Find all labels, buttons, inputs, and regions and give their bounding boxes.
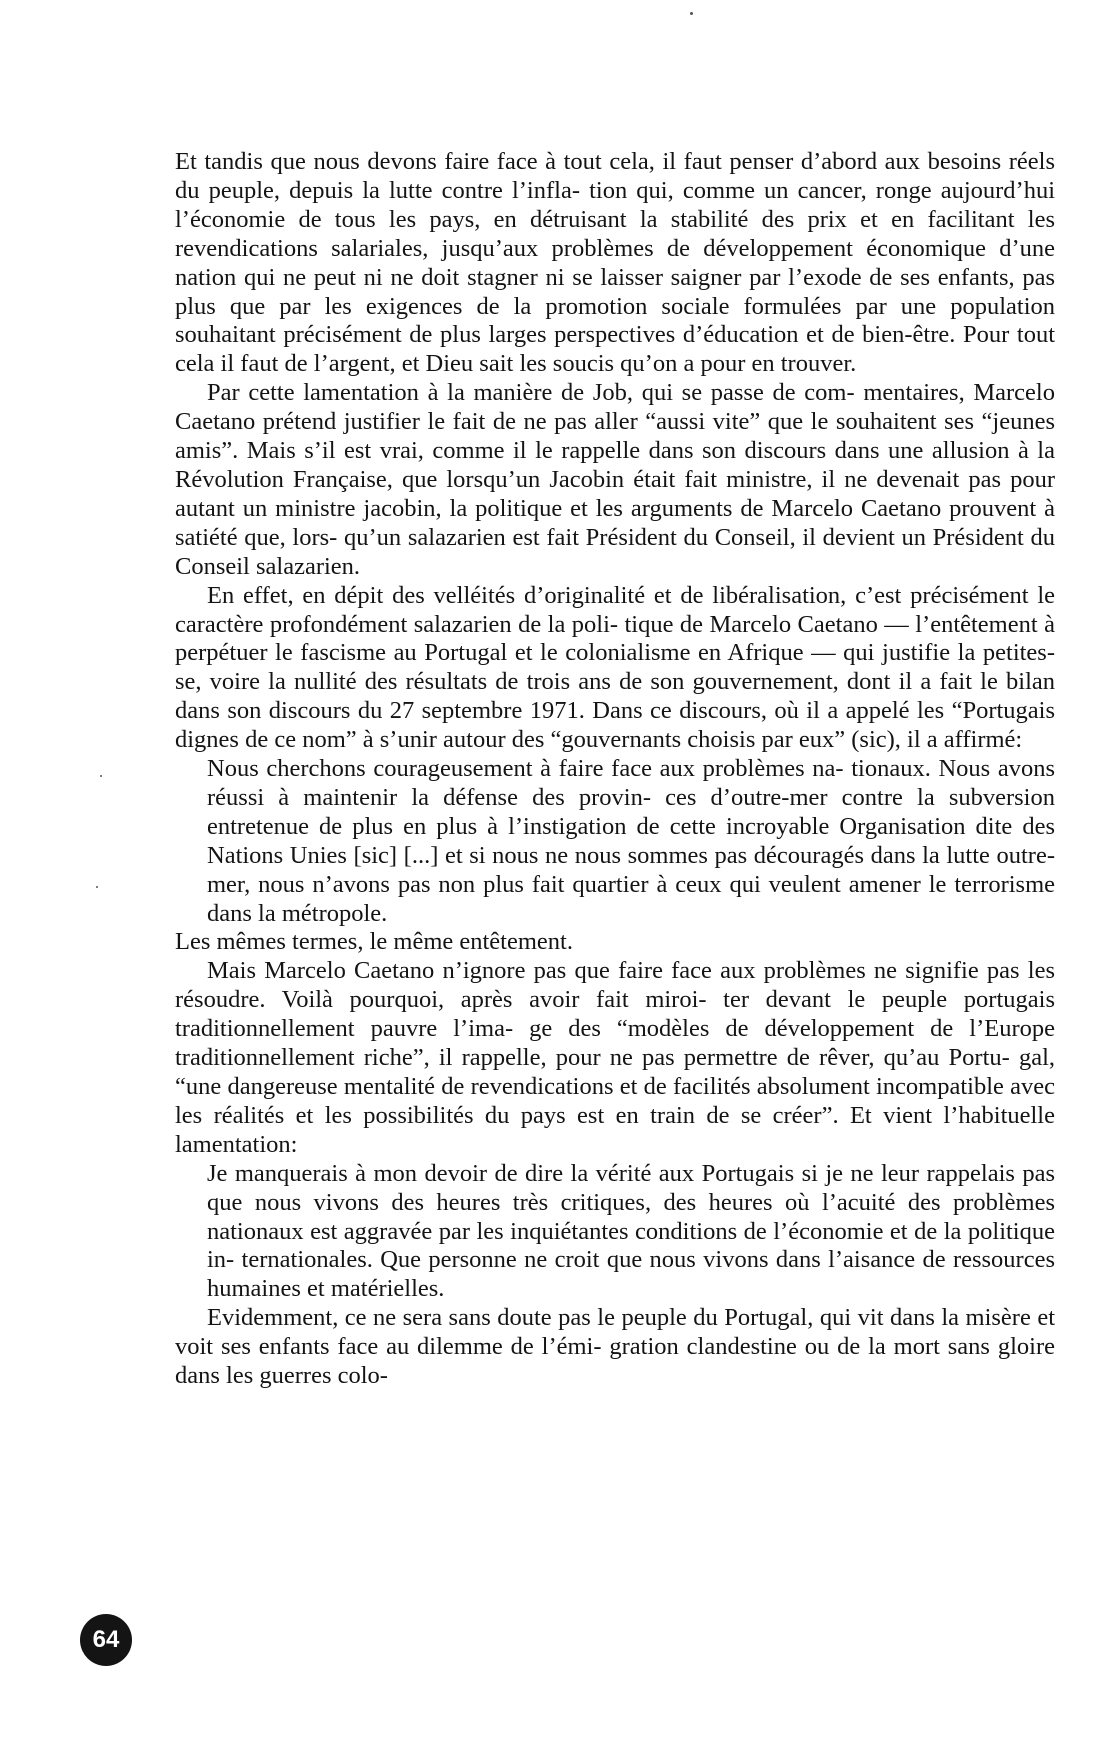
block-quote-1: Nous cherchons courageusement à faire face aux problèmes na- tionaux. Nous avons réussi à maintenir la défense des provin- ces d’outre-mer contre la subversion entretenue de plus en plus à l’instigation de cette incroyable Organisation dite des Nations Unies [sic] [...] et si nous ne nous sommes pas découragés dans la lutte outre-mer, nous n’avons pas non plus fait quartier à ceux qui veulent amener le terrorisme dans la métropole. [207, 755, 1055, 927]
scan-speck [100, 775, 102, 777]
paragraph-1: Et tandis que nous devons faire face à tout cela, il faut penser d’abord aux besoins réels du peuple, depuis la lutte contre l’infla- tion qui, comme un cancer, ronge aujourd’hui l’économie de tous les pays, en détruisant la stabilité des prix et en facilitant les revendications salariales, jusqu’aux problèmes de développement économique d’une nation qui ne peut ni ne doit stagner ni se laisser saigner par l’exode de ses enfants, pas plus que par les exigences de la promotion sociale formulées par une population souhaitant précisément de plus larges perspectives d’éducation et de bien-être. Pour tout cela il faut de l’argent, et Dieu sait les soucis qu’on a pour en trouver. [175, 148, 1055, 378]
scan-speck [96, 886, 98, 888]
paragraph-5: Mais Marcelo Caetano n’ignore pas que faire face aux problèmes ne signifie pas les résoudre. Voilà pourquoi, après avoir fait miroi- ter devant le peuple portugais traditionnellement pauvre l’ima- ge des “modèles de développement de l’Europe traditionnellement riche”, il rappelle, pour ne pas permettre de rêver, qu’au Portu- gal, “une dangereuse mentalité de revendications et de facilités absolument incompatible avec les réalités et les possibilités du pays est en train de se créer”. Et vient l’habituelle lamentation: [175, 957, 1055, 1158]
paragraph-4: Les mêmes termes, le même entêtement. [175, 928, 573, 956]
paragraph-2: Par cette lamentation à la manière de Job, qui se passe de com- mentaires, Marcelo Caetano prétend justifier le fait de ne pas aller “aussi vite” que le souhaitent ses “jeunes amis”. Mais s’il est vrai, comme il le rappelle dans son discours dans une allusion à la Révolution Française, que lorsqu’un Jacobin était fait ministre, il ne devenait pas pour autant un ministre jacobin, la politique et les arguments de Marcelo Caetano prouvent à satiété que, lors- qu’un salazarien est fait Président du Conseil, il devient un Président du Conseil salazarien. [175, 379, 1055, 580]
block-quote-2: Je manquerais à mon devoir de dire la vérité aux Portugais si je ne leur rappelais pas que nous vivons des heures très critiques, des heures où l’acuité des problèmes nationaux est aggravée par les inquiétantes conditions de l’économie et de la politique in- ternationales. Que personne ne croit que nous vivons dans l’aisance de ressources humaines et matérielles. [207, 1159, 1055, 1303]
paragraph-3: En effet, en dépit des velléités d’originalité et de libéralisation, c’est précisément le caractère profondément salazarien de la poli- tique de Marcelo Caetano — l’entêtement à perpétuer le fascisme au Portugal et le colonialisme en Afrique — qui justifie la petites- se, voire la nullité des résultats de trois ans de son gouvernement, dont il a fait le bilan dans son discours du 27 septembre 1971. Dans ce discours, où il a appelé les “Portugais dignes de ce nom” à s’unir autour des “gouvernants choisis par eux” (sic), il a affirmé: [175, 581, 1055, 754]
scan-speck [690, 12, 693, 15]
page-number-badge: 64 [80, 1614, 132, 1666]
paragraph-6: Evidemment, ce ne sera sans doute pas le peuple du Portugal, qui vit dans la misère et voit ses enfants face au dilemme de l’émi- gration clandestine ou de la mort sans gloire dans les guerres colo- [175, 1304, 1055, 1390]
body-text [175, 148, 1055, 1391]
